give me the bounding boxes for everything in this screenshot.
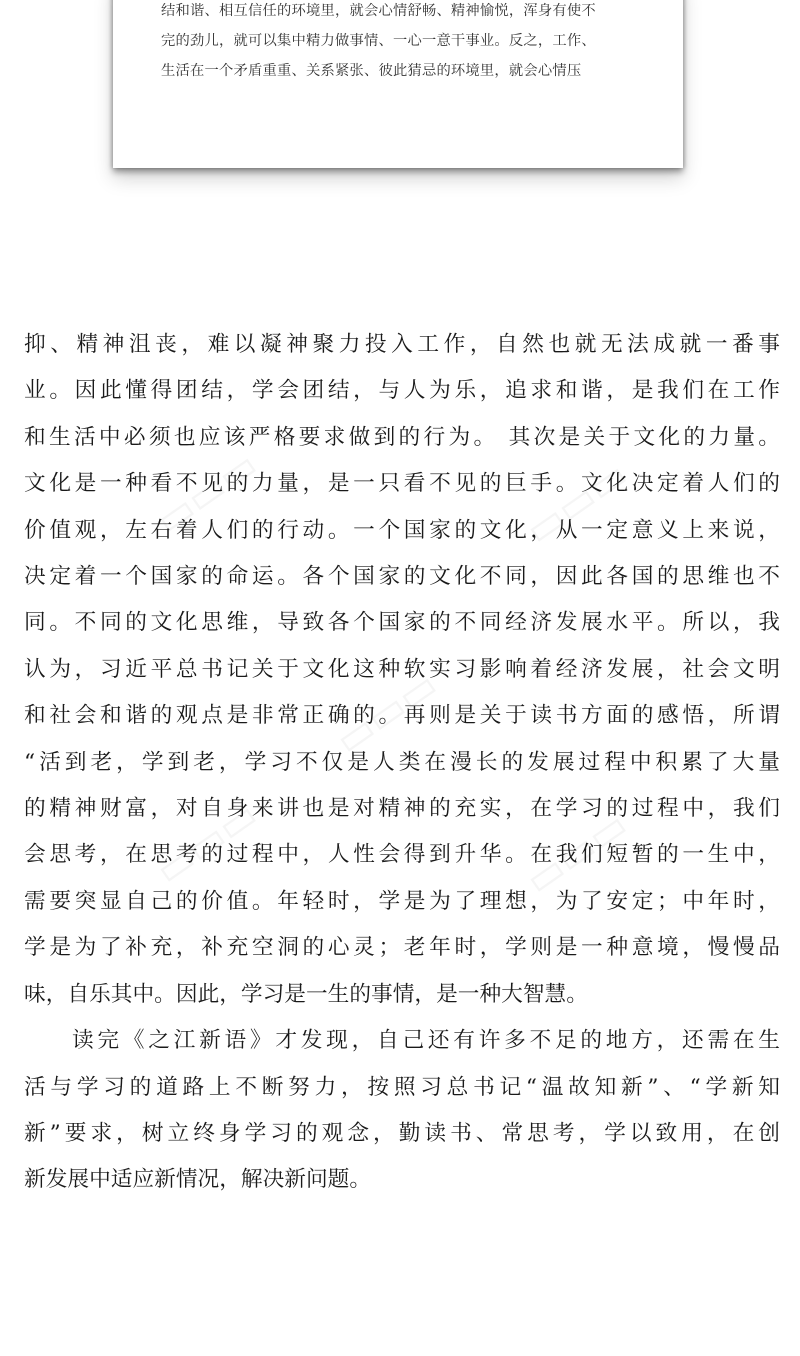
text-line: 文化是一种看不见的力量，是一只看不见的巨手。文化决定着人们的 (24, 471, 780, 497)
preview-line: 生活在一个矛盾重重、关系紧张、彼此猜忌的环境里，就会心情压 (161, 63, 582, 79)
text-line: 学是为了补充，补充空洞的心灵；老年时，学则是一种意境，慢慢品 (24, 935, 780, 961)
text-line: 新发展中适应新情况，解决新问题。 (24, 1167, 372, 1193)
text-line: 和社会和谐的观点是非常正确的。再则是关于读书方面的感悟，所谓 (24, 703, 780, 729)
article-body (24, 322, 780, 1204)
paragraph (24, 322, 780, 1018)
text-line: 价值观，左右着人们的行动。一个国家的文化，从一定意义上来说， (24, 517, 780, 543)
text-line: 抑、精神沮丧，难以凝神聚力投入工作，自然也就无法成就一番事 (24, 332, 780, 357)
text-line: 味，自乐其中。因此，学习是一生的事情，是一种大智慧。 (24, 981, 588, 1007)
text-line: “活到老，学到老，学习不仅是人类在漫长的发展过程中积累了大量 (24, 749, 780, 775)
text-line: 读完《之江新语》才发现，自己还有许多不足的地方，还需在生 (72, 1028, 780, 1054)
text-line: 和生活中必须也应该严格要求做到的行为。 其次是关于文化的力量。 (24, 424, 780, 450)
text-line: 认为，习近平总书记关于文化这种软实习影响着经济发展，社会文明 (24, 656, 780, 682)
preview-text (161, 0, 645, 86)
watermark: ▭▭▭ (517, 451, 637, 555)
watermark: ▭▭▭ (517, 801, 637, 905)
text-line: 决定着一个国家的命运。各个国家的文化不同，因此各国的思维也不 (24, 564, 780, 590)
text-line: 业。因此懂得团结，学会团结，与人为乐，追求和谐，是我们在工作 (24, 378, 780, 404)
text-line: 同。不同的文化思维，导致各个国家的不同经济发展水平。所以，我 (24, 610, 780, 636)
text-line: 会思考，在思考的过程中，人性会得到升华。在我们短暂的一生中， (24, 842, 780, 868)
document-page-preview (113, 0, 683, 168)
text-line: 新”要求，树立终身学习的观念，勤读书、常思考，学以致用，在创 (24, 1120, 780, 1146)
text-line: 的精神财富，对自身来讲也是对精神的充实，在学习的过程中，我们 (24, 796, 780, 822)
text-line: 活与学习的道路上不断努力，按照习总书记“温故知新”、“学新知 (24, 1074, 780, 1100)
paragraph (24, 1018, 780, 1204)
watermark: ▭▭▭ (147, 791, 267, 895)
preview-line: 完的劲儿，就可以集中精力做事情、一心一意干事业。反之，工作、 (161, 33, 596, 49)
watermark: ▭▭▭ (327, 661, 447, 765)
preview-line: 结和谐、相互信任的环境里，就会心情舒畅、精神愉悦，浑身有使不 (161, 3, 596, 19)
text-line: 需要突显自己的价值。年轻时，学是为了理想，为了安定；中年时， (24, 888, 780, 914)
watermark: ▭▭▭ (147, 441, 267, 545)
